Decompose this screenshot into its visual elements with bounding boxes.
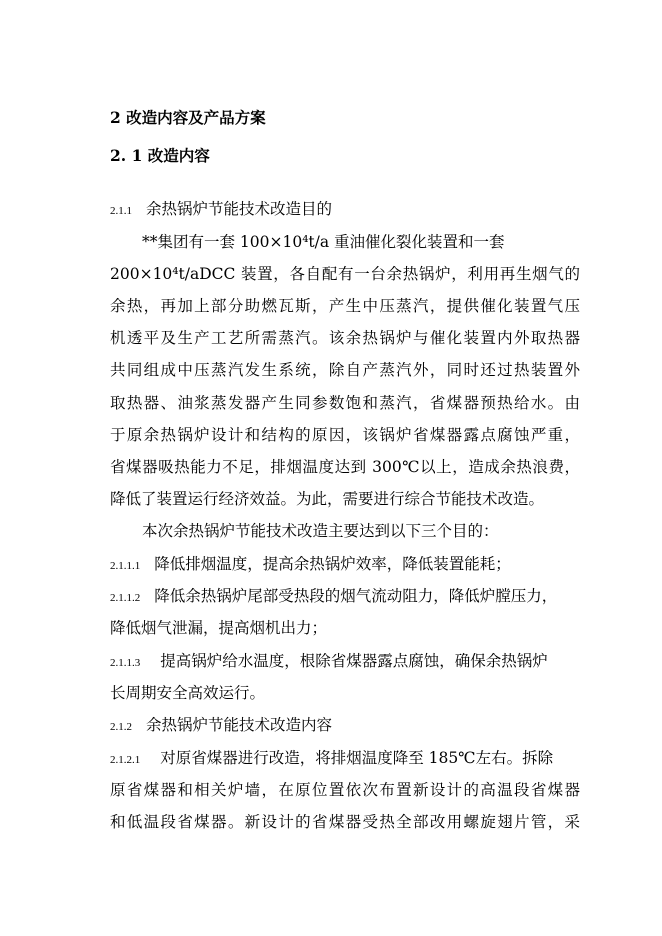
item-text-continuation: 降低烟气泄漏，提高烟机出力； <box>110 619 328 637</box>
item-number: 2.1.2.1 <box>110 754 141 766</box>
list-item-2112 <box>110 586 557 608</box>
paragraph-line: 于原余热锅炉设计和结构的原因，该锅炉省煤器露点腐蚀严重， <box>110 426 580 444</box>
item-text-continuation: 原省煤器和相关炉墙，在原位置依次布置新设计的高温段省煤器 <box>110 781 580 799</box>
paragraph-line: 省煤器吸热能力不足，排烟温度达到 300℃以上，造成余热浪费， <box>110 458 580 476</box>
paragraph-line: 降低了装置运行经济效益。为此，需要进行综合节能技术改造。 <box>110 490 545 508</box>
chapter-heading: 2 改造内容及产品方案 <box>110 108 266 127</box>
list-item-2111 <box>110 554 511 576</box>
subsection-heading-212 <box>110 715 332 737</box>
subsection-number: 2.1.1 <box>110 205 132 217</box>
item-text: 降低排烟温度，提高余热锅炉效率，降低装置能耗； <box>154 555 511 573</box>
item-text: 提高锅炉给水温度，根除省煤器露点腐蚀，确保余热锅炉 <box>160 652 548 670</box>
section-heading: 2. 1 改造内容 <box>110 146 210 165</box>
list-item-2113 <box>110 651 548 673</box>
item-text: 对原省煤器进行改造，将排烟温度降至 185℃左右。拆除 <box>160 749 554 767</box>
item-text-continuation: 长周期安全高效运行。 <box>110 684 266 702</box>
list-item-2121 <box>110 748 553 770</box>
paragraph-line: 共同组成中压蒸汽发生系统，除自产蒸汽外，同时还过热装置外 <box>110 361 580 379</box>
paragraph-line: 200×10⁴t/aDCC 装置，各自配有一台余热锅炉，利用再生烟气的 <box>110 265 580 283</box>
item-text: 降低余热锅炉尾部受热段的烟气流动阻力，降低炉膛压力， <box>154 587 558 605</box>
subsection-number: 2.1.2 <box>110 721 132 733</box>
subsection-title: 余热锅炉节能技术改造目的 <box>146 200 333 218</box>
paragraph-line: 取热器、油浆蒸发器产生同参数饱和蒸汽，省煤器预热给水。由 <box>110 394 580 412</box>
item-text-continuation: 和低温段省煤器。新设计的省煤器受热全部改用螺旋翅片管，采 <box>110 813 580 831</box>
intro-line: 本次余热锅炉节能技术改造主要达到以下三个目的： <box>142 522 499 540</box>
item-number: 2.1.1.2 <box>110 592 141 604</box>
item-number: 2.1.1.3 <box>110 657 141 669</box>
subsection-heading-211 <box>110 199 332 221</box>
paragraph-line: 机透平及生产工艺所需蒸汽。该余热锅炉与催化装置内外取热器 <box>110 329 580 347</box>
paragraph-line: **集团有一套 100×10⁴t/a 重油催化裂化装置和一套 <box>142 233 505 251</box>
subsection-title: 余热锅炉节能技术改造内容 <box>146 716 333 734</box>
paragraph-line: 余热，再加上部分助燃瓦斯，产生中压蒸汽，提供催化装置气压 <box>110 297 580 315</box>
item-number: 2.1.1.1 <box>110 560 141 572</box>
